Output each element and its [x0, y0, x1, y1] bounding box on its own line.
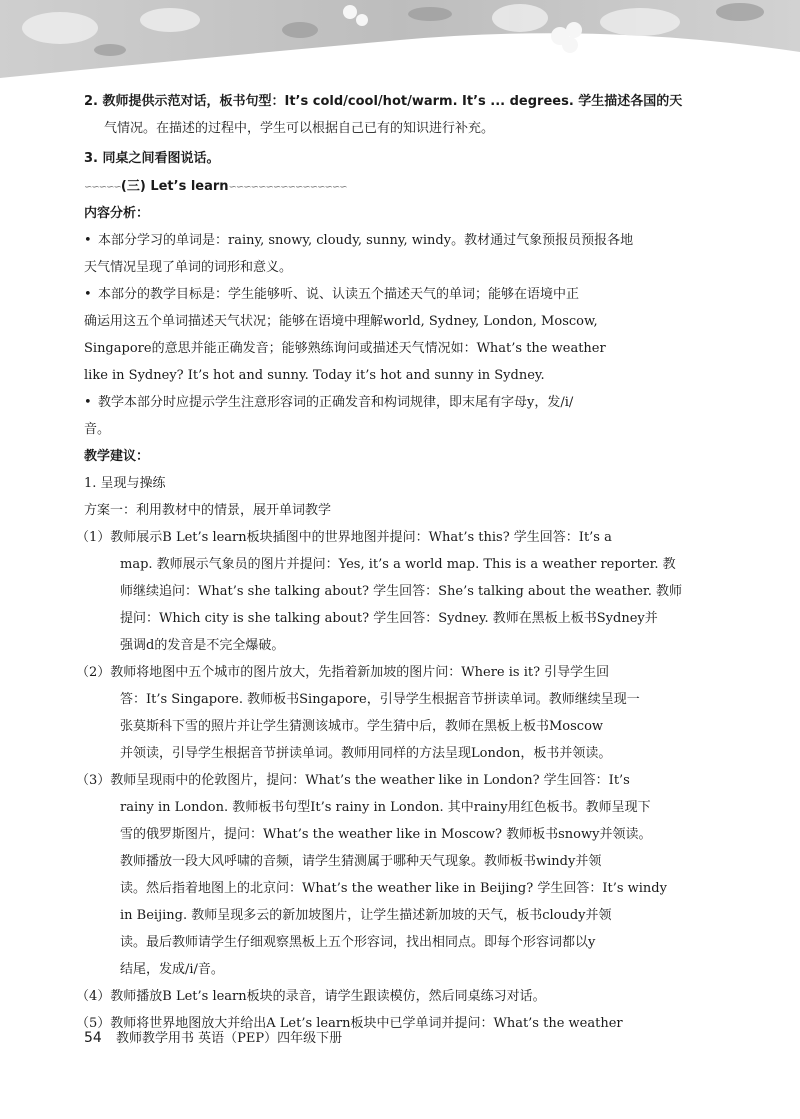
step-4-line: （4）教师播放B Let’s learn板块的录音，请学生跟读模仿，然后同桌练习对话。	[76, 989, 546, 1004]
text-line: 雪的俄罗斯图片，提问：What’s the weather like in Moscow? 教师板书snowy并领读。	[120, 827, 652, 842]
subheading: 教学建议：	[84, 449, 150, 464]
text-line: 强调d的发音是不完全爆破。	[120, 638, 285, 653]
text-line: Singapore的意思并能正确发音；能够熟练询问或描述天气情况如：What’s the weather	[84, 341, 606, 356]
text-line: 教师播放一段大风呼啸的音频，请学生猜测属于哪种天气现象。教师板书windy并领	[120, 854, 602, 869]
step-2-line: （2）教师将地图中五个城市的图片放大，先指着新加坡的图片问：Where is it? 引导学生回	[76, 665, 610, 680]
section-heading: ∽∽∽∽∽(三) Let’s learn∽∽∽∽∽∽∽∽∽∽∽∽∽∽∽∽	[84, 179, 347, 194]
bullet-item: • 本部分学习的单词是：rainy, snowy, cloudy, sunny, windy。教材通过气象预报员预报各地	[84, 233, 634, 248]
bullet-icon: •	[84, 233, 92, 248]
step-3-line: （3）教师呈现雨中的伦敦图片，提问：What’s the weather like in London? 学生回答：It’s	[76, 773, 630, 788]
text-line: in Beijing. 教师呈现多云的新加坡图片，让学生描述新加坡的天气，板书cloudy并领	[120, 908, 612, 923]
text-line: like in Sydney? It’s hot and sunny. Today it’s hot and sunny in Sydney.	[84, 368, 545, 383]
text-line: 读。然后指着地图上的北京问：What’s the weather like in Beijing? 学生回答：It’s windy	[120, 881, 667, 896]
bullet-icon: •	[84, 395, 92, 410]
bullet-icon: •	[84, 287, 92, 302]
text-line: 师继续追问：What’s she talking about? 学生回答：She’s talking about the weather. 教师	[120, 584, 682, 599]
bullet-item: • 本部分的教学目标是：学生能够听、说、认读五个描述天气的单词；能够在语境中正	[84, 287, 580, 302]
text-line: 并领读，引导学生根据音节拼读单词。教师用同样的方法呈现London，板书并领读。	[120, 746, 612, 761]
text-line: 答：It’s Singapore. 教师板书Singapore，引导学生根据音节拼读单词。教师继续呈现一	[120, 692, 640, 707]
page-footer	[84, 1029, 342, 1048]
text-line: 确运用这五个单词描述天气状况；能够在语境中理解world, Sydney, London, Moscow,	[84, 314, 598, 329]
text-line: 1. 呈现与操练	[84, 476, 166, 491]
page-number: 54	[84, 1030, 102, 1046]
text-line: 读。最后教师请学生仔细观察黑板上五个形容词，找出相同点。即每个形容词都以y	[120, 935, 596, 950]
text-line: 张莫斯科下雪的照片并让学生猜测该城市。学生猜中后，教师在黑板上板书Moscow	[120, 719, 604, 734]
text-line: 音。	[84, 422, 111, 437]
step-5-line: （5）教师将世界地图放大并给出A Let’s learn板块中已学单词并提问：What’s the weather	[76, 1016, 623, 1031]
text-line: 2. 教师提供示范对话，板书句型：It’s cold/cool/hot/warm. It’s ... degrees. 学生描述各国的天	[84, 94, 683, 109]
text-line: rainy in London. 教师板书句型It’s rainy in London. 其中rainy用红色板书。教师呈现下	[120, 800, 651, 815]
wave-decoration: ∽∽∽∽∽	[84, 182, 121, 193]
text-line: 天气情况呈现了单词的词形和意义。	[84, 260, 293, 275]
floral-banner-decoration	[0, 0, 800, 86]
text-line: 方案一：利用教材中的情景，展开单词教学	[84, 503, 332, 518]
bullet-item: • 教学本部分时应提示学生注意形容词的正确发音和构词规律，即末尾有字母y，发/i/	[84, 395, 574, 410]
text-line: 提问：Which city is she talking about? 学生回答：Sydney. 教师在黑板上板书Sydney并	[120, 611, 658, 626]
book-title: 教师教学用书 英语（PEP）四年级下册	[115, 1031, 343, 1046]
wave-decoration: ∽∽∽∽∽∽∽∽∽∽∽∽∽∽∽∽	[228, 182, 347, 193]
text-line: 气情况。在描述的过程中，学生可以根据自己已有的知识进行补充。	[104, 121, 495, 136]
text-line: 3. 同桌之间看图说话。	[84, 151, 220, 166]
text-line: 结尾，发成/i/音。	[120, 962, 224, 977]
text-line: map. 教师展示气象员的图片并提问：Yes, it’s a world map. This is a weather reporter. 教	[120, 557, 676, 572]
subheading: 内容分析：	[84, 206, 150, 221]
step-1-line: （1）教师展示B Let’s learn板块插图中的世界地图并提问：What’s this? 学生回答：It’s a	[76, 530, 612, 545]
